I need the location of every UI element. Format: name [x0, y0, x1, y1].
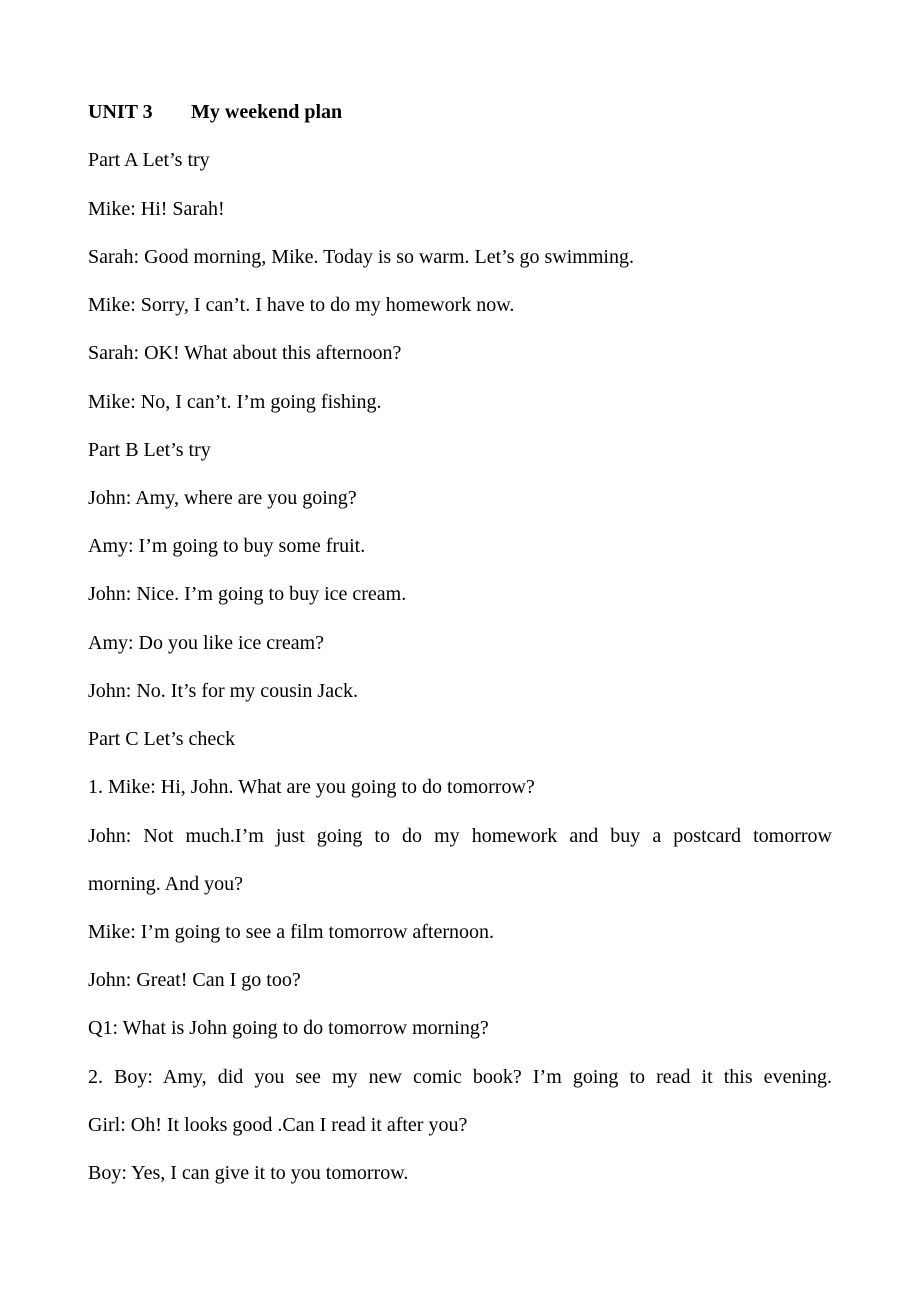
dialogue-line: Mike: No, I can’t. I’m going fishing.	[88, 391, 382, 413]
section-heading-part-a: Part A Let’s try	[88, 149, 210, 171]
dialogue-line: John: Not much.I’m just going to do my homework and buy a postcard tomorrow	[88, 825, 832, 847]
dialogue-line: Mike: Sorry, I can’t. I have to do my homework now.	[88, 294, 515, 316]
dialogue-line: 1. Mike: Hi, John. What are you going to do tomorrow?	[88, 776, 535, 798]
dialogue-line: John: Great! Can I go too?	[88, 969, 301, 991]
dialogue-line: John: Nice. I’m going to buy ice cream.	[88, 583, 407, 605]
dialogue-line: 2. Boy: Amy, did you see my new comic book? I’m going to read it this evening.	[88, 1066, 832, 1088]
dialogue-line: Girl: Oh! It looks good .Can I read it after you?	[88, 1114, 468, 1136]
section-heading-part-c: Part C Let’s check	[88, 728, 236, 750]
dialogue-line: morning. And you?	[88, 873, 243, 895]
unit-number: UNIT 3	[88, 101, 153, 123]
dialogue-line: John: Amy, where are you going?	[88, 487, 357, 509]
dialogue-line: Sarah: OK! What about this afternoon?	[88, 342, 402, 364]
unit-title	[88, 100, 342, 124]
dialogue-line: Amy: Do you like ice cream?	[88, 632, 325, 654]
dialogue-line: Mike: I’m going to see a film tomorrow afternoon.	[88, 921, 495, 943]
dialogue-line: Amy: I’m going to buy some fruit.	[88, 535, 366, 557]
dialogue-line: Sarah: Good morning, Mike. Today is so warm. Let’s go swimming.	[88, 246, 634, 268]
dialogue-line: Mike: Hi! Sarah!	[88, 198, 225, 220]
section-heading-part-b: Part B Let’s try	[88, 439, 211, 461]
dialogue-line: John: No. It’s for my cousin Jack.	[88, 680, 358, 702]
dialogue-line: Boy: Yes, I can give it to you tomorrow.	[88, 1162, 409, 1184]
question-line: Q1: What is John going to do tomorrow morning?	[88, 1017, 489, 1039]
unit-title-text: My weekend plan	[191, 101, 343, 123]
